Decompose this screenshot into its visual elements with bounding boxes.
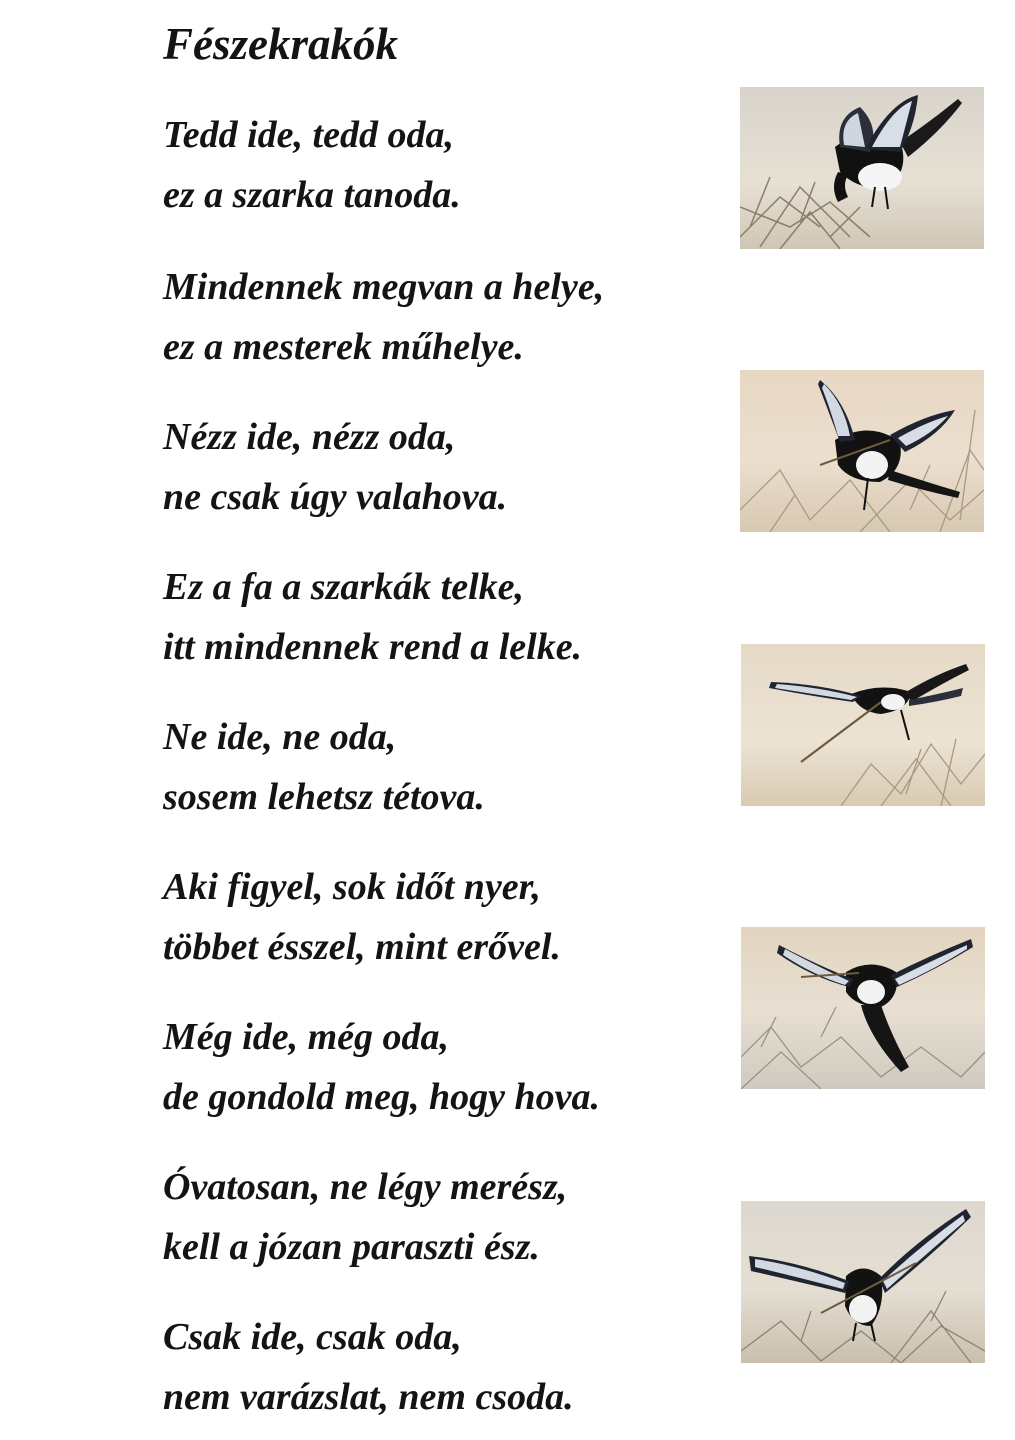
poem-line: kell a józan paraszti ész. (163, 1226, 540, 1268)
poem-line: többet ésszel, mint erővel. (163, 926, 561, 968)
magpie-photo (741, 1201, 985, 1363)
poem-line: ez a mesterek műhelye. (163, 326, 524, 368)
poem-line: de gondold meg, hogy hova. (163, 1076, 600, 1118)
magpie-landing-image (740, 87, 984, 249)
magpie-photo (741, 644, 985, 806)
magpie-photo (740, 87, 984, 249)
poem-line: Csak ide, csak oda, (163, 1316, 462, 1358)
poem-line: Ne ide, ne oda, (163, 716, 397, 758)
poem-line: itt mindennek rend a lelke. (163, 626, 583, 668)
poem-line: Óvatosan, ne légy merész, (163, 1166, 568, 1208)
poem-line: Nézz ide, nézz oda, (163, 416, 456, 458)
magpie-photo (741, 927, 985, 1089)
poem-line: ne csak úgy valahova. (163, 476, 508, 518)
poem-line: sosem lehetsz tétova. (163, 776, 485, 818)
poem-title: Fészekrakók (163, 19, 398, 69)
magpie-flying-with-stick-image (741, 644, 985, 806)
magpie-back-view-image (741, 1201, 985, 1363)
poem-line: nem varázslat, nem csoda. (163, 1376, 574, 1418)
poem-line: Még ide, még oda, (163, 1016, 450, 1058)
magpie-wings-spread-image (741, 927, 985, 1089)
poem-line: Mindennek megvan a helye, (163, 266, 605, 308)
poem-line: Ez a fa a szarkák telke, (163, 566, 524, 608)
magpie-photo (740, 370, 984, 532)
poem-line: ez a szarka tanoda. (163, 174, 461, 216)
poem-line: Tedd ide, tedd oda, (163, 114, 454, 156)
poem-line: Aki figyel, sok időt nyer, (163, 866, 541, 908)
magpie-carrying-twig-image (740, 370, 984, 532)
